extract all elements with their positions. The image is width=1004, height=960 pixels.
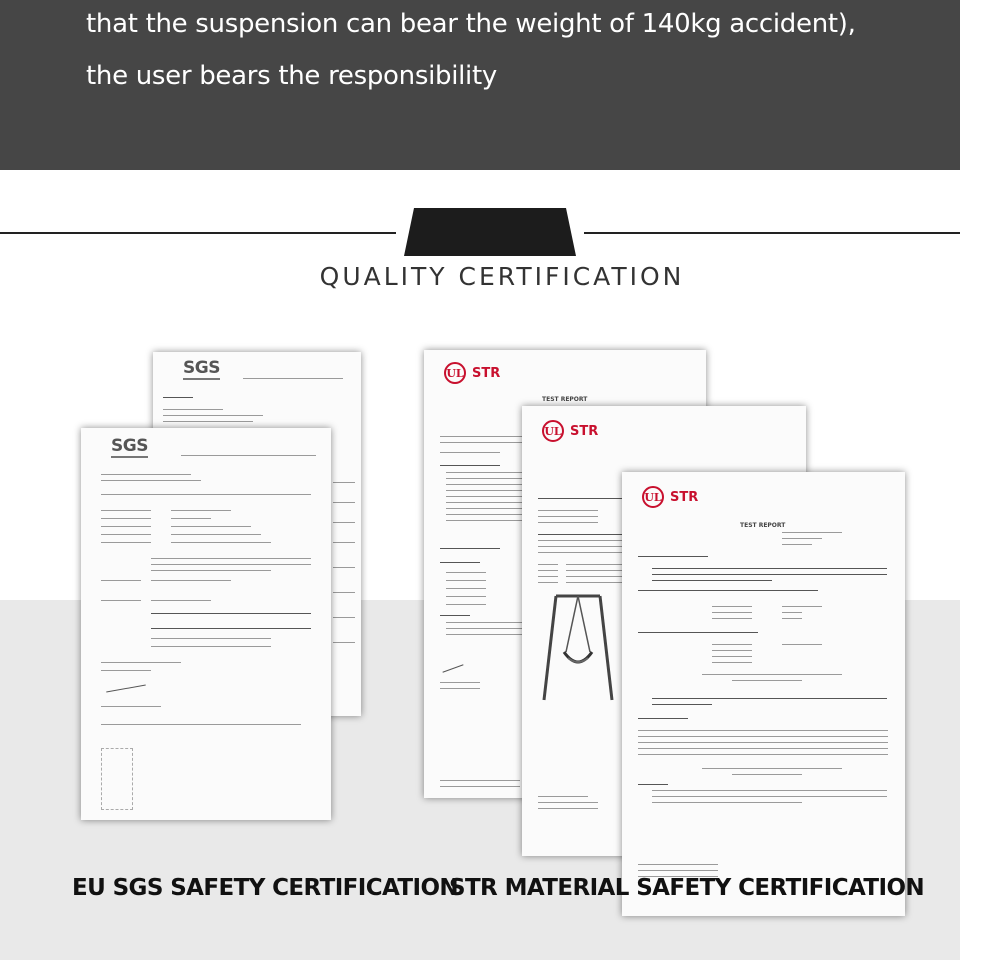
caption-eu-sgs: EU SGS SAFETY CERTIFICATION [72, 875, 459, 901]
sgs-certificate-front [81, 428, 331, 820]
str-logo-text: STR [570, 423, 599, 439]
str-report-front [622, 472, 905, 916]
sgs-logo: SGS [111, 436, 148, 456]
divider-right [584, 232, 960, 234]
sgs-logo: SGS [183, 358, 220, 378]
ul-logo-icon: UL [542, 420, 564, 442]
test-report-heading: TEST REPORT [740, 522, 786, 529]
swing-chair-image [538, 592, 618, 704]
divider-left [0, 232, 396, 234]
str-logo-text: STR [472, 365, 501, 381]
header-text-line-2: the user bears the responsibility [86, 61, 497, 91]
ul-logo-icon: UL [444, 362, 466, 384]
test-report-heading: TEST REPORT [542, 396, 588, 403]
caption-str-material: STR MATERIAL SAFETY CERTIFICATION [449, 875, 925, 901]
section-title: QUALITY CERTIFICATION [319, 262, 685, 291]
header-text-line-1: that the suspension can bear the weight of 140kg accident), [86, 9, 856, 39]
section-tab-ornament [404, 208, 576, 256]
str-logo-text: STR [670, 489, 699, 505]
ul-logo-icon: UL [642, 486, 664, 508]
header-banner [0, 0, 960, 170]
